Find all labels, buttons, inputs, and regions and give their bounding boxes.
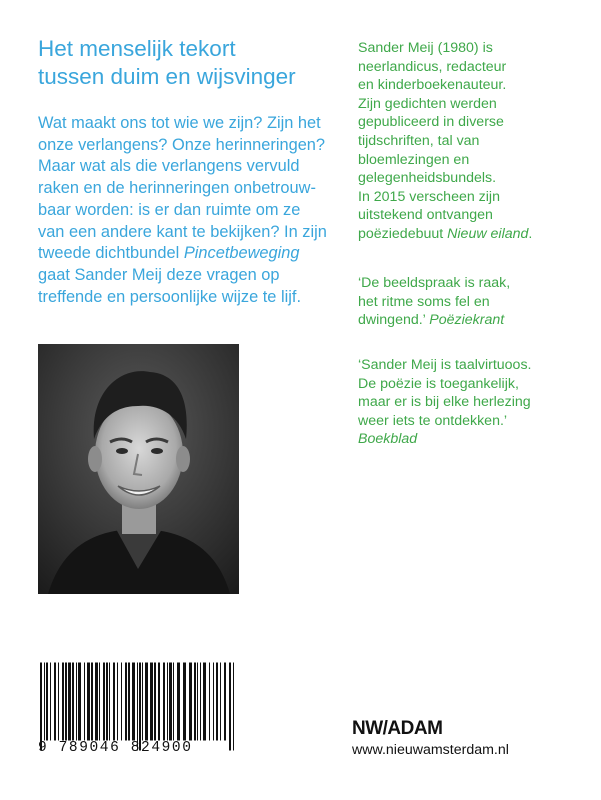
barcode-bar bbox=[62, 663, 64, 741]
bio-line: gelegenheidsbundels. bbox=[358, 170, 497, 187]
barcode-bar bbox=[95, 663, 98, 741]
bio-line: In 2015 verscheen zijn bbox=[358, 188, 500, 205]
barcode-bar bbox=[58, 663, 59, 741]
blurb-line: gaat Sander Meij deze vragen op bbox=[38, 265, 280, 284]
headline-line-2: tussen duim en wijsvinger bbox=[38, 64, 296, 89]
cover-headline bbox=[38, 35, 338, 91]
quote-line-prefix: dwingend.’ bbox=[358, 312, 430, 329]
barcode-bar bbox=[209, 663, 210, 741]
blurb-line: Wat maakt ons tot wie we zijn? Zijn het bbox=[38, 114, 321, 132]
bio-line: tijdschriften, tal van bbox=[358, 132, 480, 149]
quote-line: maar er is bij elke herlezing bbox=[358, 394, 531, 411]
barcode-bar bbox=[109, 663, 110, 741]
barcode-bar bbox=[220, 663, 221, 741]
barcode-bar bbox=[137, 663, 138, 751]
barcode-bar bbox=[163, 663, 165, 741]
barcode-bar bbox=[103, 663, 105, 741]
bio-line-prefix: poëziedebuut bbox=[358, 225, 448, 242]
debut-title-italic: Nieuw eiland bbox=[447, 225, 529, 242]
barcode-bar bbox=[99, 663, 100, 741]
author-bio bbox=[358, 39, 588, 244]
barcode-bar bbox=[194, 663, 196, 741]
barcode-bar bbox=[169, 663, 172, 741]
isbn-digits: 9 789046 824900 bbox=[38, 740, 193, 756]
blurb-line: treffende en persoonlijke wijze te lijf. bbox=[38, 287, 302, 306]
blurb-line: raken en de herinneringen onbetrouw- bbox=[38, 179, 316, 198]
blurb-line: onze verlangens? Onze herinneringen? bbox=[38, 135, 326, 154]
barcode-bar bbox=[158, 663, 160, 741]
barcode-bar bbox=[132, 663, 135, 741]
cover-edge bbox=[588, 0, 601, 800]
quote-line: De poëzie is toegankelijk, bbox=[358, 375, 519, 392]
barcode-bar bbox=[87, 663, 90, 741]
barcode-bar bbox=[167, 663, 168, 741]
publisher-logo: NW/ADAM bbox=[352, 718, 443, 739]
blurb-text bbox=[38, 113, 343, 308]
review-quote-poeziekrant bbox=[358, 274, 588, 330]
barcode-bar bbox=[84, 663, 85, 741]
barcode-bar bbox=[197, 663, 198, 741]
review-quote-boekblad bbox=[358, 356, 588, 449]
barcode-bar bbox=[200, 663, 201, 741]
barcode-bar bbox=[189, 663, 192, 741]
barcode-bar bbox=[224, 663, 226, 741]
barcode-bar bbox=[117, 663, 118, 741]
barcode-bar bbox=[128, 663, 130, 741]
barcode-bar bbox=[78, 663, 81, 741]
barcode-bar bbox=[113, 663, 115, 741]
barcode-bar bbox=[46, 663, 48, 741]
barcode-bar bbox=[72, 663, 74, 741]
bio-line: bloemlezingen en bbox=[358, 151, 470, 168]
barcode-bar bbox=[121, 663, 122, 741]
barcode-bar bbox=[91, 663, 93, 741]
author-photo bbox=[38, 344, 239, 594]
quote-line bbox=[358, 311, 588, 330]
barcode-bar bbox=[216, 663, 218, 741]
barcode-bar bbox=[145, 663, 148, 741]
bio-line: Zijn gedichten werden bbox=[358, 95, 497, 112]
barcode-bar bbox=[139, 663, 141, 751]
barcode-bar bbox=[150, 663, 153, 741]
barcode-bar bbox=[65, 663, 67, 741]
bio-line: en kinderboekenauteur. bbox=[358, 77, 507, 94]
blurb-line bbox=[38, 243, 343, 265]
barcode-bar bbox=[142, 663, 143, 741]
barcode-bar bbox=[213, 663, 214, 741]
quote-source: Boekblad bbox=[358, 431, 418, 448]
barcode-bar bbox=[54, 663, 56, 741]
barcode-bar bbox=[183, 663, 186, 741]
barcode-bar bbox=[106, 663, 108, 741]
barcode-bar bbox=[233, 663, 234, 751]
quote-line: weer iets te ontdekken.’ bbox=[358, 412, 508, 429]
bio-line: Sander Meij (1980) is bbox=[358, 40, 493, 56]
barcode-bar bbox=[154, 663, 156, 741]
barcode-bar bbox=[76, 663, 77, 741]
barcode-bar bbox=[125, 663, 127, 741]
barcode-bar bbox=[229, 663, 231, 751]
barcode-bar bbox=[203, 663, 206, 741]
barcode-bar bbox=[44, 663, 45, 741]
bio-line bbox=[358, 225, 588, 244]
quote-line: ‘De beeldspraak is raak, bbox=[358, 275, 511, 291]
barcode-bar bbox=[50, 663, 51, 741]
book-title-italic: Pincetbeweging bbox=[183, 244, 300, 263]
quote-line: ‘Sander Meij is taalvirtuoos. bbox=[358, 357, 532, 373]
blurb-line-prefix: tweede dichtbundel bbox=[38, 244, 184, 263]
bio-line: neerlandicus, redacteur bbox=[358, 58, 507, 75]
barcode-bar bbox=[173, 663, 174, 741]
headline-line-1: Het menselijk tekort bbox=[38, 36, 236, 61]
blurb-line: baar worden: is er dan ruimte om ze bbox=[38, 200, 301, 219]
bio-line: uitstekend ontvangen bbox=[358, 207, 493, 224]
barcode-bar bbox=[40, 663, 42, 751]
quote-source: Poëziekrant bbox=[429, 312, 505, 329]
blurb-line: Maar wat als die verlangens vervuld bbox=[38, 157, 300, 176]
quote-line: het ritme soms fel en bbox=[358, 293, 490, 310]
barcode-bar bbox=[177, 663, 180, 741]
blurb-line: van een andere kant te bekijken? In zijn bbox=[38, 222, 327, 241]
author-portrait-image bbox=[38, 344, 239, 594]
bio-line-suffix: . bbox=[528, 225, 533, 242]
barcode-bar bbox=[68, 663, 71, 741]
bio-line: gepubliceerd in diverse bbox=[358, 114, 504, 131]
publisher-website[interactable]: www.nieuwamsterdam.nl bbox=[352, 742, 509, 758]
